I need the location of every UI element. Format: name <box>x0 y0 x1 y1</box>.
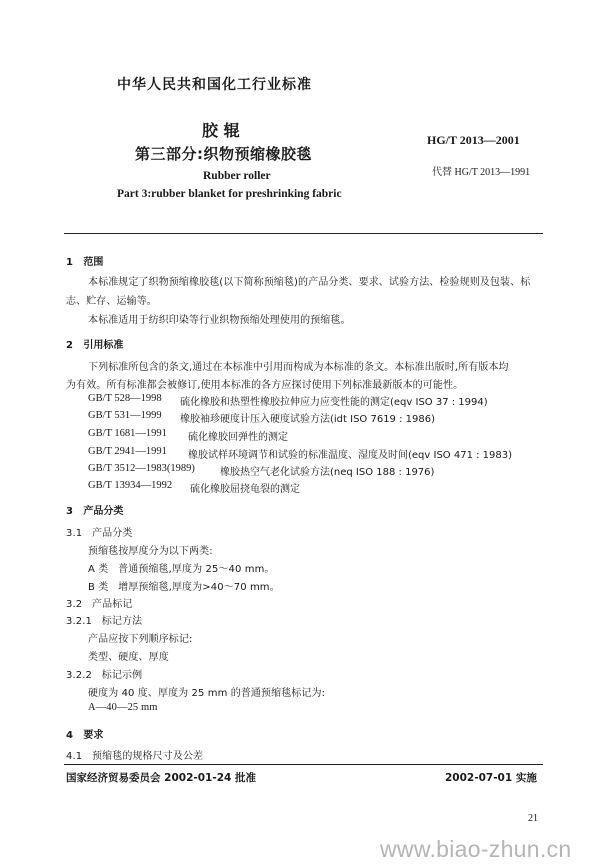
industry-standard-title: 中华人民共和国化工行业标准 <box>117 77 312 93</box>
reference-standard-number: GB/T 3512—1983(1989) <box>88 463 195 474</box>
subsection-4-1-heading: 4.1 预缩毯的规格尺寸及公差 <box>66 751 204 762</box>
reference-standard-number: GB/T 13934—1992 <box>88 480 173 491</box>
title-en-part: Part 3:rubber blanket for preshrinking fabric <box>117 188 342 200</box>
title-en-main: Rubber roller <box>203 170 271 182</box>
subsection-3-2-2-heading: 3.2.2 标记示例 <box>66 670 143 681</box>
page-number: 21 <box>528 813 538 824</box>
subsection-3-1-line-2: A 类 普通预缩毯,厚度为 25～40 mm。 <box>88 564 275 575</box>
section-1-paragraph-2: 本标准适用于纺织印染等行业织物预缩处理使用的预缩毯。 <box>88 315 351 326</box>
subsection-3-1-line-3: B 类 增厚预缩毯,厚度为>40～70 mm。 <box>88 582 280 593</box>
subsection-3-2-2-line-1: 硬度为 40 度、厚度为 25 mm 的普通预缩毯标记为: <box>88 688 326 699</box>
reference-standard-title: 硫化橡胶回弹性的测定 <box>188 432 288 443</box>
standard-number: HG/T 2013—2001 <box>427 133 520 147</box>
approval-line: 国家经济贸易委员会 2002-01-24 批准 <box>66 772 256 784</box>
title-cn-main: 胶 辊 <box>202 121 240 140</box>
section-2-intro-line-2: 为有效。所有标准都会被修订,使用本标准的各方应探讨使用下列标准最新版本的可能性。 <box>66 380 464 391</box>
section-1-paragraph-1-line-2: 志、贮存、运输等。 <box>66 296 157 307</box>
title-cn-part: 第三部分:织物预缩橡胶毯 <box>135 145 312 163</box>
subsection-3-1-line-1: 预缩毯按厚度分为以下两类: <box>88 546 213 557</box>
section-2-intro-line-1: 下列标准所包含的条文,通过在本标准中引用而构成为本标准的条文。本标准出版时,所有版本均 <box>88 362 509 373</box>
reference-standard-title: 橡胶袖珍硬度计压入硬度试验方法(idt ISO 7619 : 1986) <box>180 414 435 425</box>
implementation-date: 2002-07-01 实施 <box>445 772 537 784</box>
section-1-paragraph-1-line-1: 本标准规定了织物预缩橡胶毯(以下简称预缩毯)的产品分类、要求、试验方法、检验规则及包装、标 <box>88 277 531 288</box>
subsection-3-2-1-heading: 3.2.1 标记方法 <box>66 616 143 627</box>
subsection-3-2-heading: 3.2 产品标记 <box>66 599 133 610</box>
replaces-standard: 代替 HG/T 2013—1991 <box>432 167 531 178</box>
reference-standard-number: GB/T 1681—1991 <box>88 428 167 439</box>
section-4-heading: 4 要求 <box>66 730 104 741</box>
footer-divider <box>64 764 543 765</box>
website-watermark: www.biao-zhun.cn <box>380 836 572 862</box>
subsection-3-2-1-line-2: 类型、硬度、厚度 <box>88 652 169 663</box>
reference-standard-number: GB/T 2941—1991 <box>88 446 167 457</box>
section-1-heading: 1 范围 <box>66 257 104 268</box>
reference-standard-title: 硫化橡胶屈挠龟裂的测定 <box>190 484 300 495</box>
section-2-heading: 2 引用标准 <box>66 340 124 351</box>
subsection-3-2-1-line-1: 产品应按下列顺序标记: <box>88 634 193 645</box>
reference-standard-number: GB/T 528—1998 <box>88 393 162 404</box>
reference-standard-number: GB/T 531—1999 <box>88 410 162 421</box>
section-3-heading: 3 产品分类 <box>66 506 124 517</box>
reference-standard-title: 橡胶试样环境调节和试验的标准温度、湿度及时间(eqv ISO 471 : 1983) <box>188 450 513 461</box>
reference-standard-title: 硫化橡胶和热塑性橡胶拉伸应力应变性能的测定(eqv ISO 37 : 1994) <box>180 397 488 408</box>
marking-example: A—40—25 mm <box>88 702 158 713</box>
reference-standard-title: 橡胶热空气老化试验方法(neq ISO 188 : 1976) <box>220 467 435 478</box>
header-divider <box>64 233 543 234</box>
subsection-3-1-heading: 3.1 产品分类 <box>66 528 133 539</box>
